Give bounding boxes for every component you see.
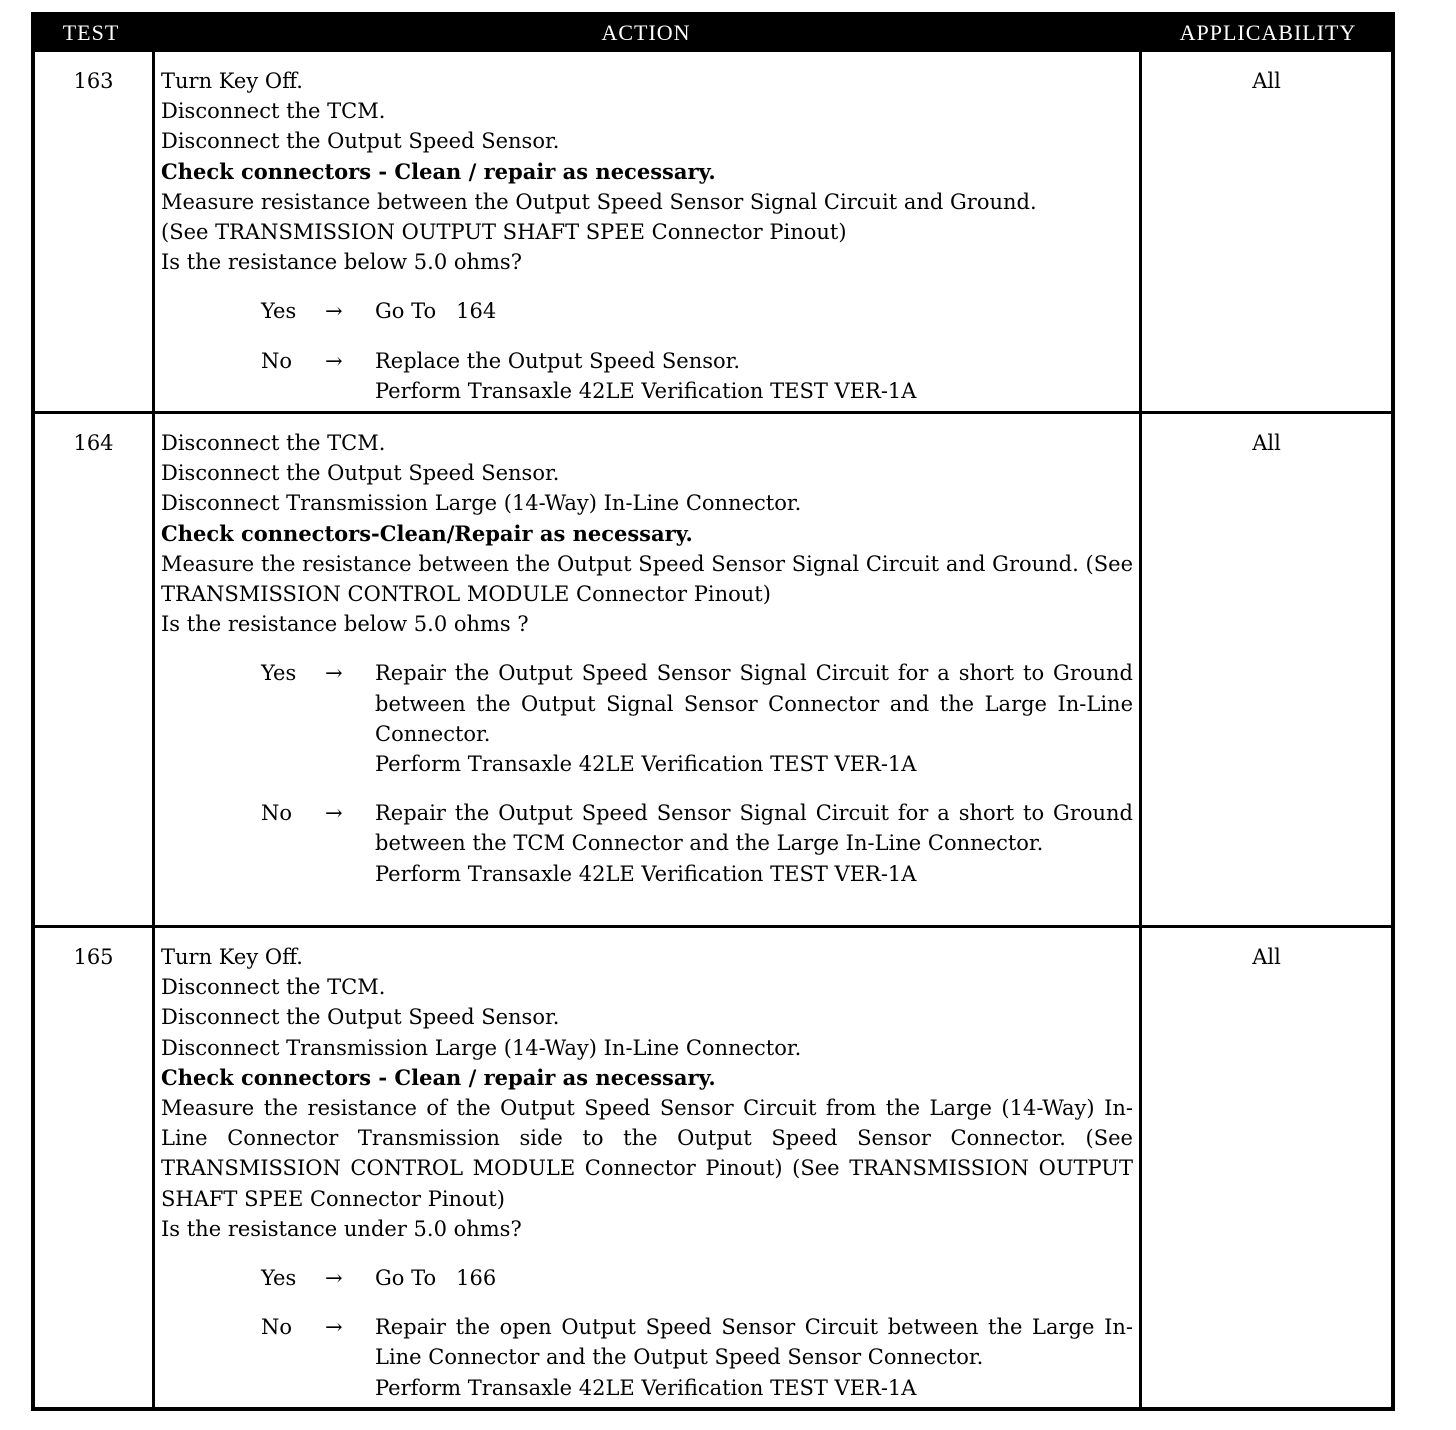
right-arrow-icon: → <box>325 299 343 324</box>
header-applicability: APPLICABILITY <box>1179 20 1357 45</box>
step-text: Disconnect the TCM. <box>161 99 386 124</box>
test-number: 163 <box>73 69 114 93</box>
right-arrow-icon: → <box>325 348 343 373</box>
right-arrow-icon: → <box>325 1266 343 1291</box>
result-text: Go To 166 <box>375 1266 497 1291</box>
table-header <box>31 12 1395 52</box>
step-text: Disconnect the Output Speed Sensor. <box>161 129 560 154</box>
applicability-cell <box>1142 52 1391 414</box>
no-branch <box>155 798 1139 889</box>
step-text-bold: Check connectors - Clean / repair as necessary. <box>161 1064 716 1090</box>
no-label: No <box>261 801 293 826</box>
no-result <box>375 798 1133 889</box>
test-number-cell <box>35 414 155 925</box>
yes-branch <box>155 658 1139 779</box>
no-branch <box>155 346 1139 406</box>
diagnostic-test-table <box>31 12 1395 1411</box>
action-cell <box>155 414 1142 925</box>
step-text: Turn Key Off. <box>161 945 303 969</box>
result-text: Go To 164 <box>375 299 497 324</box>
test-number: 164 <box>73 431 114 455</box>
yes-result <box>375 1263 1133 1293</box>
no-result <box>375 1312 1133 1403</box>
yes-label: Yes <box>261 1266 297 1291</box>
table-row <box>35 925 1391 1407</box>
step-text: Disconnect the Output Speed Sensor. <box>161 461 560 486</box>
result-text: Repair the Output Speed Sensor Signal Circuit for a short to Ground between the TCM Connector and the Large In-Line Connector. <box>375 801 1133 856</box>
yes-label: Yes <box>261 299 297 324</box>
step-text: Disconnect Transmission Large (14-Way) In-Line Connector. <box>161 1035 802 1060</box>
step-text: Is the resistance below 5.0 ohms? <box>161 250 522 275</box>
action-cell <box>155 928 1142 1407</box>
step-text: Turn Key Off. <box>161 69 303 93</box>
no-result <box>375 346 1133 406</box>
test-number-cell <box>35 928 155 1407</box>
step-text: Measure the resistance of the Output Speed Sensor Circuit from the Large (14-Way) In-Line Connector Transmission side to the Output Speed Sensor Connector. (See TRANSMISSION CONTROL MODULE Connector Pinout) (See TRANSMISSION OUTPUT SHAFT SPEE Connector Pinout) <box>161 1096 1133 1211</box>
step-text-bold: Check connectors - Clean / repair as necessary. <box>161 158 716 184</box>
applicability-value: All <box>1252 431 1281 455</box>
result-text: Repair the Output Speed Sensor Signal Circuit for a short to Ground between the Output Signal Sensor Connector and the Large In-Line Connector. <box>375 661 1133 746</box>
step-text: Measure resistance between the Output Speed Sensor Signal Circuit and Ground. <box>161 189 1037 214</box>
step-text: Disconnect the TCM. <box>161 431 386 455</box>
table-row <box>35 411 1391 925</box>
right-arrow-icon: → <box>325 661 343 686</box>
no-label: No <box>261 348 293 373</box>
action-steps <box>155 414 1139 639</box>
action-steps <box>155 928 1139 1244</box>
applicability-cell <box>1142 928 1391 1407</box>
no-branch <box>155 1312 1139 1403</box>
step-text: (See TRANSMISSION OUTPUT SHAFT SPEE Connector Pinout) <box>161 220 847 245</box>
yes-branch <box>155 1263 1139 1293</box>
result-text: Perform Transaxle 42LE Verification TEST VER-1A <box>375 861 917 886</box>
header-action: ACTION <box>601 20 691 45</box>
header-test: TEST <box>62 20 120 45</box>
step-text: Disconnect the TCM. <box>161 975 386 1000</box>
result-text: Repair the open Output Speed Sensor Circuit between the Large In-Line Connector and the Output Speed Sensor Connector. <box>375 1315 1133 1370</box>
step-text: Disconnect the Output Speed Sensor. <box>161 1005 560 1030</box>
result-text: Replace the Output Speed Sensor. <box>375 348 741 373</box>
table-row <box>35 52 1391 414</box>
right-arrow-icon: → <box>325 1315 343 1340</box>
no-label: No <box>261 1315 293 1340</box>
applicability-value: All <box>1252 69 1281 93</box>
applicability-cell <box>1142 414 1391 925</box>
result-text: Perform Transaxle 42LE Verification TEST VER-1A <box>375 378 917 403</box>
step-text: Measure the resistance between the Output Speed Sensor Signal Circuit and Ground. (See TRANSMISSION CONTROL MODULE Connector Pinout) <box>161 551 1133 607</box>
action-steps <box>155 52 1139 277</box>
action-cell <box>155 52 1142 414</box>
result-text: Perform Transaxle 42LE Verification TEST VER-1A <box>375 752 917 777</box>
yes-result <box>375 658 1133 779</box>
step-text-bold: Check connectors-Clean/Repair as necessary. <box>161 520 693 546</box>
result-text: Perform Transaxle 42LE Verification TEST VER-1A <box>375 1375 917 1400</box>
step-text: Is the resistance below 5.0 ohms ? <box>161 612 529 637</box>
applicability-value: All <box>1252 945 1281 969</box>
test-number-cell <box>35 52 155 414</box>
yes-label: Yes <box>261 661 297 686</box>
test-number: 165 <box>73 945 114 969</box>
yes-result <box>375 296 1133 326</box>
right-arrow-icon: → <box>325 801 343 826</box>
step-text: Disconnect Transmission Large (14-Way) In-Line Connector. <box>161 491 802 516</box>
yes-branch <box>155 296 1139 326</box>
step-text: Is the resistance under 5.0 ohms? <box>161 1216 522 1241</box>
